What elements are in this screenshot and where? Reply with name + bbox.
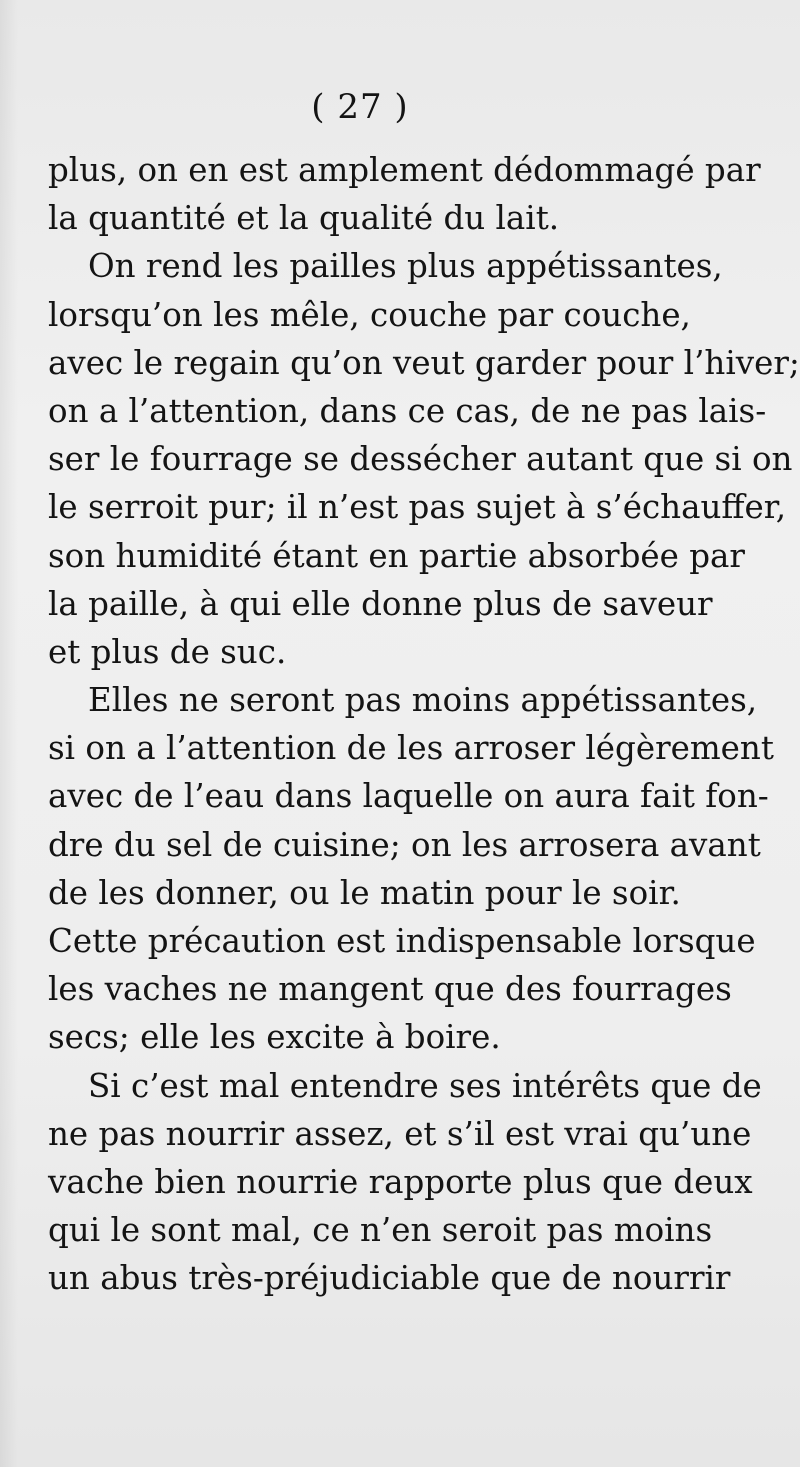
text-line: Elles ne seront pas moins appétissantes,	[88, 681, 758, 720]
text-line: On rend les pailles plus appétissantes,	[88, 247, 723, 286]
text-line: dre du sel de cuisine; on les arrosera avant	[48, 825, 761, 864]
text-line: de les donner, ou le matin pour le soir.	[48, 873, 681, 912]
text-line: ser le fourrage se dessécher autant que si on	[48, 440, 793, 479]
text-line: son humidité étant en partie absorbée par	[48, 536, 745, 575]
text-line: avec le regain qu’on veut garder pour l’hiver;	[48, 343, 800, 382]
text-line: ne pas nourrir assez, et s’il est vrai qu’une	[48, 1114, 752, 1153]
text-line: la quantité et la qualité du lait.	[48, 199, 560, 238]
text-line: vache bien nourrie rapporte plus que deux	[48, 1162, 753, 1201]
text-line: le serroit pur; il n’est pas sujet à s’échauffer,	[48, 488, 787, 527]
text-line: Si c’est mal entendre ses intérêts que de	[88, 1066, 762, 1105]
text-line: lorsqu’on les mêle, couche par couche,	[48, 295, 691, 334]
text-line: si on a l’attention de les arroser légèrement	[48, 729, 774, 768]
text-line: les vaches ne mangent que des fourrages	[48, 970, 732, 1009]
text-line: on a l’attention, dans ce cas, de ne pas lais-	[48, 391, 767, 430]
text-line: et plus de suc.	[48, 632, 287, 671]
text-line: avec de l’eau dans laquelle on aura fait fon-	[48, 777, 769, 816]
text-line: Cette précaution est indispensable lorsque	[48, 922, 756, 960]
page-number: ( 27 )	[311, 87, 409, 127]
text-line: un abus très-préjudiciable que de nourrir	[48, 1259, 731, 1298]
text-line: plus, on en est amplement dédommagé par	[48, 151, 761, 189]
text-line: qui le sont mal, ce n’en seroit pas moins	[48, 1211, 713, 1250]
text-line: la paille, à qui elle donne plus de saveur	[48, 584, 713, 623]
text-line: secs; elle les excite à boire.	[48, 1018, 501, 1057]
body-text	[48, 146, 800, 1303]
